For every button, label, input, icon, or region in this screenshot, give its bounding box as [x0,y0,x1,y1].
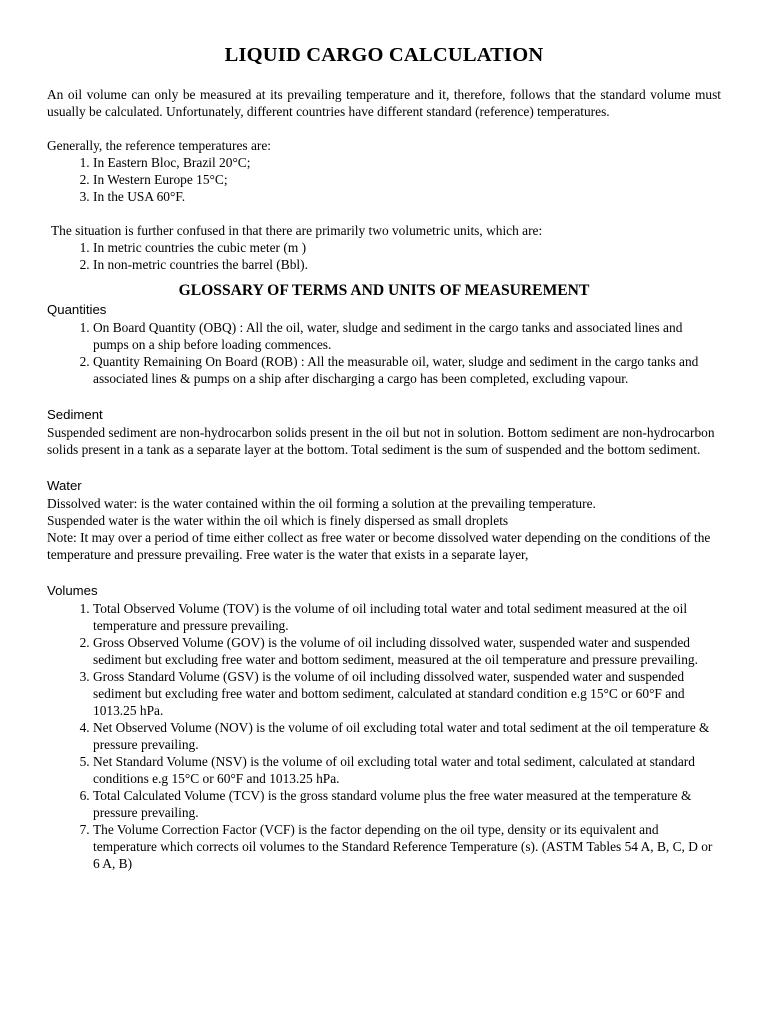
list-item: 2. Gross Observed Volume (GOV) is the volume of oil including dissolved water, suspended water and suspended sediment but excluding free water and bottom sediment, measured at the oil temperature and pressure prevailing. [93,634,721,668]
list-item: 1. In Eastern Bloc, Brazil 20°C; [93,154,721,171]
document-title: LIQUID CARGO CALCULATION [224,44,544,66]
water-line: Dissolved water: is the water contained within the oil forming a solution at the prevailing temperature. [47,496,596,511]
water-line: Suspended water is the water within the oil which is finely dispersed as small droplets [47,513,509,528]
quantities-heading: Quantities [47,302,107,317]
sediment-paragraph: Suspended sediment are non-hydrocarbon solids present in the oil but not in solution. Bottom sediment are non-hydrocarbon solids present in a tank as a separate layer at the bottom. Total sediment is the sum of suspended and the bottom sediment. [47,425,715,457]
list-item: 3. Gross Standard Volume (GSV) is the volume of oil including dissolved water, suspended water and suspended sediment but excluding free water and bottom sediment, calculated at standard condition e.g 15°C or 60°F and 1013.25 hPa. [93,668,721,719]
list-item: 7. The Volume Correction Factor (VCF) is the factor depending on the oil type, density or its equivalent and temperature which corrects oil volumes to the Standard Reference Temperature (s). (ASTM Tables 54 A, B, C, D or 6 A, B) [93,821,721,872]
list-item: 1. Total Observed Volume (TOV) is the volume of oil including total water and total sediment measured at the oil temperature and pressure prevailing. [93,600,721,634]
quantities-list [47,319,721,387]
list-item: 3. In the USA 60°F. [93,188,721,205]
list-item: 5. Net Standard Volume (NSV) is the volume of oil excluding total water and total sediment, calculated at standard conditions e.g 15°C or 60°F and 1013.25 hPa. [93,753,721,787]
sediment-heading: Sediment [47,407,103,422]
list-item: 6. Total Calculated Volume (TCV) is the gross standard volume plus the free water measured at the temperature & pressure prevailing. [93,787,721,821]
list-item: 4. Net Observed Volume (NOV) is the volume of oil excluding total water and total sediment at the oil temperature & pressure prevailing. [93,719,721,753]
reference-temperature-list [47,154,721,205]
glossary-heading: GLOSSARY OF TERMS AND UNITS OF MEASUREMENT [178,282,590,299]
reference-lead: Generally, the reference temperatures are: [47,138,272,153]
units-lead: The situation is further confused in that there are primarily two volumetric units, which are: [51,223,543,238]
water-note: Note: It may over a period of time either collect as free water or become dissolved water depending on the conditions of the temperature and pressure prevailing. Free water is the water that exists in a separate layer, [47,530,711,562]
list-item: 2. Quantity Remaining On Board (ROB) : All the measurable oil, water, sludge and sediment in the cargo tanks and associated lines & pumps on a ship after discharging a cargo has been completed, excluding vapour. [93,353,721,387]
intro-paragraph: An oil volume can only be measured at its prevailing temperature and it, therefore, follows that the standard volume must usually be calculated. Unfortunately, different countries have different standard (reference) temperatures. [47,87,721,119]
volumes-list [47,600,721,872]
list-item: 2. In Western Europe 15°C; [93,171,721,188]
list-item: 1. In metric countries the cubic meter (m ) [93,239,721,256]
volumetric-units-list [47,239,721,273]
list-item: 1. On Board Quantity (OBQ) : All the oil, water, sludge and sediment in the cargo tanks and associated lines and pumps on a ship before loading commences. [93,319,721,353]
list-item: 2. In non-metric countries the barrel (Bbl). [93,256,721,273]
volumes-heading: Volumes [47,583,98,598]
water-heading: Water [47,478,82,493]
